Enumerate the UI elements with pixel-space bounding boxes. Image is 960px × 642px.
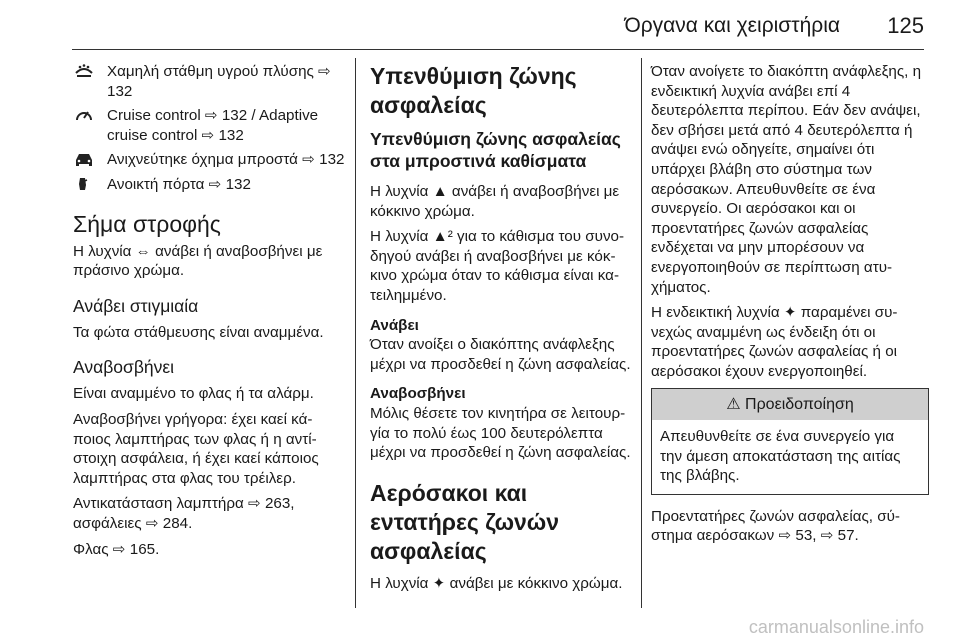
indicator-row-door: [73, 175, 345, 195]
momentary-text: Τα φώτα στάθμευσης είναι αναμμένα.: [73, 323, 324, 341]
lit-heading: Ανάβει: [370, 316, 419, 334]
warning-box: [651, 388, 929, 495]
flashing-text-4: Φλας ⇨ 165.: [73, 540, 160, 558]
flashing-text-3: Αντικατάσταση λαμπτήρα ⇨ 263, ασφάλειες ⇨ 284.: [73, 495, 295, 532]
column-divider-2: [641, 58, 642, 608]
flashing-text-1: Είναι αναμμένο το φλας ή τα αλάρμ.: [73, 385, 314, 403]
column-1: [73, 62, 345, 565]
turn-signal-text: Η λυχνία ⇔ ανάβει ή αναβοσβήνει με πράσινο χρώμα.: [73, 242, 323, 280]
indicator-text-cruise: Cruise control ⇨ 132 / Adaptive cruise control ⇨ 132: [107, 107, 319, 144]
column-3: [651, 62, 929, 552]
indicator-row-vehicle: [73, 150, 345, 170]
warning-text: Απευθυνθείτε σε ένα συνεργείο για την άμεση αποκατάσταση της αιτίας της βλάβης.: [660, 428, 901, 485]
indicator-row-washer: [73, 62, 345, 101]
seatbelt-subheading: Υπενθύμιση ζώνης ασφαλείας στα μπροστινά καθίσματα: [370, 129, 621, 171]
column-divider-1: [355, 58, 356, 608]
warning-heading: ⚠ Προειδοποίηση: [652, 389, 928, 421]
seatbelt-text-2: Η λυχνία ▲² για το κάθισμα του συνοδηγού ανάβει ή αναβοσβήνει με κόκκινο χρώμα όταν το κάθισμα είναι κατειλημμένο.: [370, 228, 625, 304]
low-washer-fluid-icon: [73, 63, 107, 81]
airbag-detail-text-1: Όταν ανοίγετε το διακόπτη ανάφλεξης, η ενδεικτική λυχνία ανάβει επί 4 δευτερόλεπτα περίπου. Εάν δεν ανάψει, δεν σβήσει μετά από 4 δευτερόλεπτα ή ανάψει ενώ οδηγείτε, σημαίνει ότι υπάρχει βλάβη στο σύστημα των αερόσακων. Απευθυνθείτε σε ένα συνεργείο. Οι αερόσακοι και οι προεντατήρες ζωνών ασφαλείας ενδέχεται να μην μπορέσουν να ενεργοποιηθούν σε περίπτωση ατυχήματος.: [651, 63, 922, 296]
momentary-heading: Ανάβει στιγμιαία: [73, 295, 199, 316]
airbag-reference-text: Προεντατήρες ζωνών ασφαλείας, σύστημα αερόσακων ⇨ 53, ⇨ 57.: [651, 507, 900, 545]
indicator-text-vehicle: Ανιχνεύτηκε όχημα μπροστά ⇨ 132: [107, 151, 345, 169]
seatbelt-text-1: Η λυχνία ▲ ανάβει ή αναβοσβήνει με κόκκινο χρώμα.: [370, 183, 620, 220]
header-rule: [72, 49, 924, 50]
airbag-text: Η λυχνία ✦ ανάβει με κόκκινο χρώμα.: [370, 574, 623, 592]
flashing-heading: Αναβοσβήνει: [73, 357, 175, 378]
airbag-heading: Αερόσακοι και εντατήρες ζωνών ασφαλείας: [370, 479, 560, 564]
seatbelt-heading: Υπενθύμιση ζώνης ασφαλείας: [370, 63, 577, 118]
column-2: [370, 62, 632, 599]
airbag-detail-text-2: Η ενδεικτική λυχνία ✦ παραμένει συνεχώς αναμμένη ως ένδειξη ότι οι προεντατήρες ζωνών ασφαλείας ή οι αερόσακοι έχουν ενεργοποιηθεί.: [651, 304, 898, 380]
indicator-row-cruise: [73, 106, 345, 145]
header-title: Όργανα και χειριστήρια: [624, 14, 840, 37]
turn-signal-heading: Σήμα στροφής: [73, 210, 221, 237]
cruise-control-icon: [73, 107, 107, 125]
flash-text: Μόλις θέσετε τον κινητήρα σε λειτουργία το πολύ έως 100 δευτερόλεπτα μέχρι να προσδεθεί η ζώνη ασφαλείας.: [370, 404, 631, 462]
indicator-text-washer: Χαμηλή στάθμη υγρού πλύσης ⇨ 132: [107, 63, 331, 100]
lit-text: Όταν ανοίξει ο διακόπτης ανάφλεξης μέχρι να προσδεθεί η ζώνη ασφαλείας.: [370, 336, 631, 373]
page-header: [0, 0, 960, 50]
page-number: 125: [887, 13, 924, 38]
flash-heading: Αναβοσβήνει: [370, 385, 466, 403]
watermark: carmanualsonline.info: [748, 617, 924, 637]
flashing-text-2: Αναβοσβήνει γρήγορα: έχει καεί κάποιος λαμπτήρας των φλας ή η αντίστοιχη ασφάλεια, ή έχει καεί κάποιος λαμπτήρας στα φλας του τρέιλερ.: [73, 410, 319, 487]
door-open-icon: [73, 176, 107, 194]
vehicle-ahead-icon: [73, 151, 107, 169]
indicator-text-door: Ανοικτή πόρτα ⇨ 132: [107, 175, 251, 193]
